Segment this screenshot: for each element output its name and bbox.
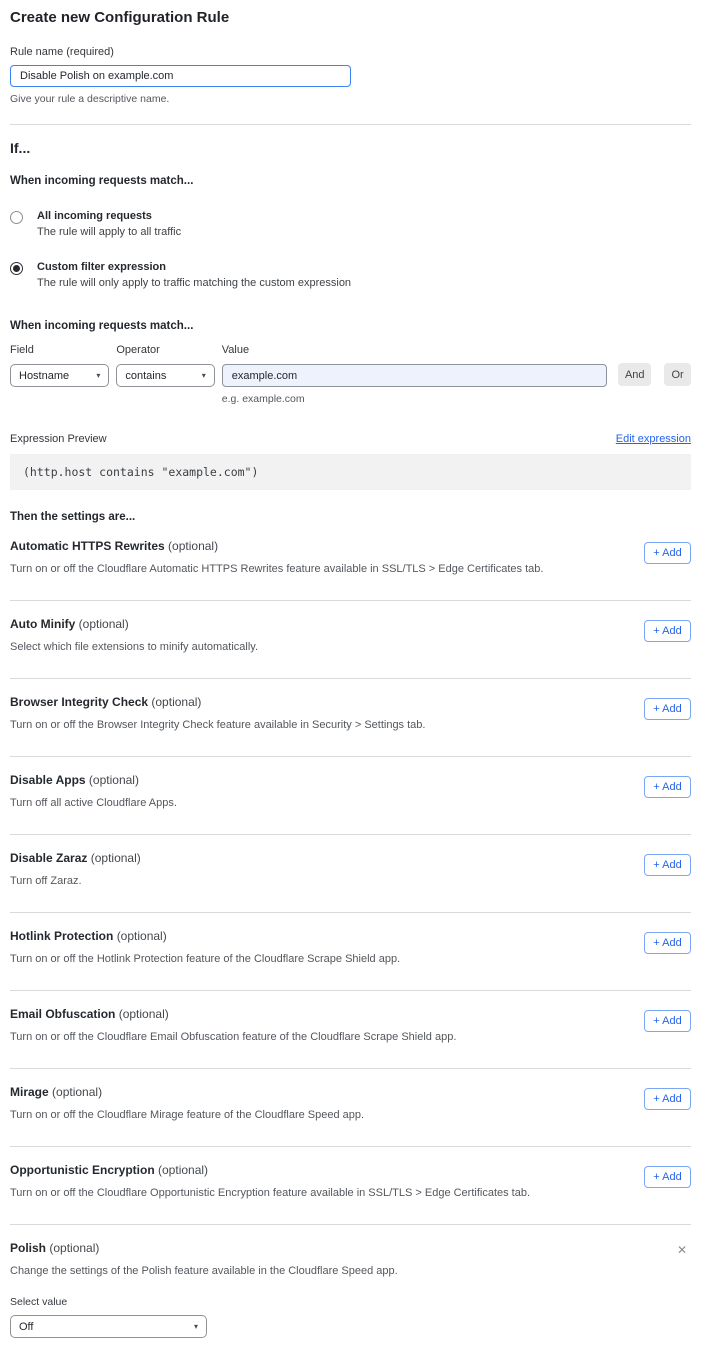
setting-title-text: Polish <box>10 1241 47 1255</box>
setting-title-text: Browser Integrity Check <box>10 695 149 709</box>
setting-title <box>10 851 141 865</box>
edit-expression-link[interactable]: Edit expression <box>615 433 691 445</box>
radio-option-all-requests[interactable] <box>10 210 691 238</box>
setting-row <box>10 1225 691 1277</box>
or-button[interactable]: Or <box>664 363 691 386</box>
add-button[interactable]: + Add <box>644 854 691 876</box>
radio-option-label: Custom filter expression <box>37 261 166 273</box>
setting-description: Turn on or off the Hotlink Protection feature of the Cloudflare Scrape Shield app. <box>10 953 401 965</box>
setting-row <box>10 835 691 887</box>
setting-title <box>10 929 400 943</box>
setting-title <box>10 539 543 553</box>
setting-description: Turn on or off the Cloudflare Automatic HTTPS Rewrites feature available in SSL/TLS > Edge Certificates tab. <box>10 563 544 575</box>
chevron-down-icon: ▾ <box>193 1322 198 1331</box>
add-button[interactable]: + Add <box>644 932 691 954</box>
expression-preview-code: (http.host contains "example.com") <box>10 454 691 490</box>
add-button[interactable]: + Add <box>644 776 691 798</box>
setting-block <box>10 679 691 757</box>
setting-optional-text: (optional) <box>52 1085 103 1099</box>
setting-title-text: Hotlink Protection <box>10 929 114 943</box>
builder-heading: When incoming requests match... <box>10 320 194 332</box>
chevron-down-icon: ▾ <box>201 371 206 380</box>
polish-value-select[interactable] <box>10 1315 207 1338</box>
and-button[interactable]: And <box>618 363 651 386</box>
setting-optional-text: (optional) <box>151 695 202 709</box>
setting-title-text: Disable Zaraz <box>10 851 88 865</box>
field-label: Field <box>10 344 34 356</box>
setting-title-text: Email Obfuscation <box>10 1007 116 1021</box>
setting-title <box>10 773 177 787</box>
rule-name-help: Give your rule a descriptive name. <box>10 93 170 105</box>
setting-title <box>10 1163 530 1177</box>
radio-option-description: The rule will apply to all traffic <box>37 226 182 238</box>
rule-name-input[interactable] <box>10 65 351 87</box>
radio-selected-icon[interactable] <box>10 262 23 275</box>
setting-block <box>10 913 691 991</box>
setting-title <box>10 1085 364 1099</box>
setting-description: Turn off all active Cloudflare Apps. <box>10 797 177 809</box>
setting-row <box>10 913 691 965</box>
setting-title-text: Opportunistic Encryption <box>10 1163 155 1177</box>
polish-select-value: Off <box>19 1320 34 1333</box>
setting-optional-text: (optional) <box>158 1163 209 1177</box>
setting-title-text: Disable Apps <box>10 773 86 787</box>
setting-optional-text: (optional) <box>116 929 167 943</box>
rule-name-label: Rule name (required) <box>10 46 114 58</box>
field-select-value: Hostname <box>19 369 70 382</box>
setting-optional-text: (optional) <box>88 773 139 787</box>
polish-select-label: Select value <box>10 1296 68 1308</box>
setting-title-text: Auto Minify <box>10 617 76 631</box>
value-label: Value <box>221 344 250 356</box>
setting-row <box>10 523 691 575</box>
close-icon[interactable]: ✕ <box>676 1243 687 1257</box>
add-button[interactable]: + Add <box>644 1088 691 1110</box>
add-button[interactable]: + Add <box>644 542 691 564</box>
setting-block <box>10 757 691 835</box>
setting-optional-text: (optional) <box>49 1241 100 1255</box>
operator-label: Operator <box>116 344 160 356</box>
setting-optional-text: (optional) <box>118 1007 169 1021</box>
match-heading: When incoming requests match... <box>10 175 194 187</box>
setting-title <box>10 1007 456 1021</box>
setting-block <box>10 1069 691 1147</box>
setting-block <box>10 835 691 913</box>
add-button[interactable]: + Add <box>644 698 691 720</box>
radio-option-custom-expression[interactable] <box>10 261 691 289</box>
setting-optional-text: (optional) <box>168 539 219 553</box>
setting-description: Turn off Zaraz. <box>10 875 82 887</box>
chevron-down-icon: ▾ <box>96 371 101 380</box>
setting-row <box>10 1069 691 1121</box>
setting-block <box>10 601 691 679</box>
operator-select[interactable] <box>116 364 214 387</box>
section-divider <box>10 124 691 125</box>
setting-row <box>10 679 691 731</box>
setting-row <box>10 601 691 653</box>
setting-block-polish <box>10 1225 691 1338</box>
if-heading: If... <box>10 140 31 156</box>
setting-title <box>10 695 425 709</box>
setting-row <box>10 1147 691 1199</box>
field-select[interactable] <box>10 364 109 387</box>
setting-block <box>10 1147 691 1225</box>
setting-description: Select which file extensions to minify automatically. <box>10 641 259 653</box>
expression-preview-label: Expression Preview <box>10 433 107 445</box>
radio-unselected-icon[interactable] <box>10 211 23 224</box>
radio-option-label: All incoming requests <box>37 210 152 222</box>
radio-option-description: The rule will only apply to traffic matching the custom expression <box>37 277 352 289</box>
setting-description: Turn on or off the Browser Integrity Check feature available in Security > Settings tab. <box>10 719 426 731</box>
add-button[interactable]: + Add <box>644 1166 691 1188</box>
setting-title-text: Automatic HTTPS Rewrites <box>10 539 165 553</box>
setting-description: Turn on or off the Cloudflare Opportunistic Encryption feature available in SSL/TLS > Edge Certificates tab. <box>10 1187 531 1199</box>
setting-description: Change the settings of the Polish feature available in the Cloudflare Speed app. <box>10 1265 398 1277</box>
operator-select-value: contains <box>125 369 167 382</box>
setting-title <box>10 617 258 631</box>
settings-heading: Then the settings are... <box>10 511 136 523</box>
value-input[interactable] <box>222 364 608 387</box>
value-help: e.g. example.com <box>221 393 305 405</box>
expression-builder-row <box>10 344 691 405</box>
setting-optional-text: (optional) <box>78 617 129 631</box>
setting-title-text: Mirage <box>10 1085 49 1099</box>
setting-description: Turn on or off the Cloudflare Email Obfuscation feature of the Cloudflare Scrape Shield app. <box>10 1031 457 1043</box>
setting-row <box>10 757 691 809</box>
settings-list <box>10 523 691 1225</box>
setting-block <box>10 523 691 601</box>
setting-block <box>10 991 691 1069</box>
page-title: Create new Configuration Rule <box>10 9 230 26</box>
setting-description: Turn on or off the Cloudflare Mirage feature of the Cloudflare Speed app. <box>10 1109 365 1121</box>
setting-title <box>10 1241 398 1255</box>
setting-row <box>10 991 691 1043</box>
add-button[interactable]: + Add <box>644 620 691 642</box>
add-button[interactable]: + Add <box>644 1010 691 1032</box>
setting-optional-text: (optional) <box>90 851 141 865</box>
